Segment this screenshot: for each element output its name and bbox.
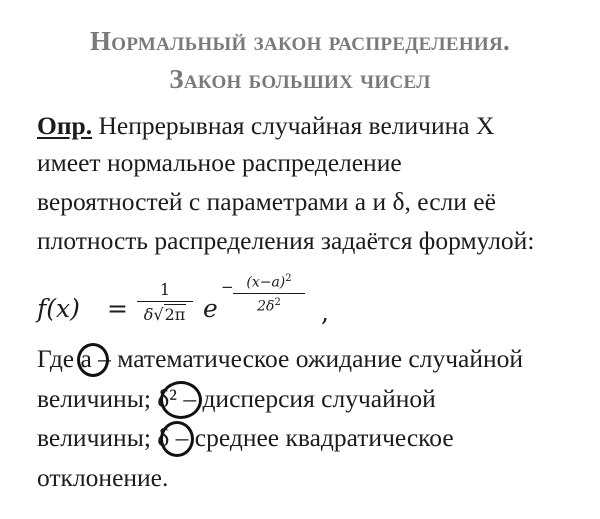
coefficient-numerator: 1 — [159, 280, 171, 299]
page-title-line-2: Закон больших чисел — [169, 64, 431, 94]
coefficient-fraction-bar — [137, 301, 193, 302]
page-title-line-1: Нормальный закон распределения. — [89, 26, 511, 56]
highlight-circle-delta — [160, 421, 194, 457]
explanation-line-4: отклонение. — [37, 463, 169, 492]
explanation-line-3: величины; δ – среднее квадратическое — [37, 423, 454, 452]
sqrt-argument: 2π — [164, 305, 186, 324]
exponent-fraction — [233, 270, 305, 314]
highlight-circle-variance — [160, 381, 202, 419]
explanation-line-2: величины; δ² – дисперсия случайной — [37, 384, 436, 413]
exponent-sign: − — [221, 278, 234, 296]
coefficient-delta: δ — [143, 305, 154, 324]
exponent-denominator-text: 2δ — [257, 298, 275, 315]
exponent-denominator-power: 2 — [274, 296, 281, 308]
definition-text-1: Непрерывная случайная величина X — [92, 111, 495, 140]
exponent-numerator — [233, 270, 305, 292]
definition-line-4: плотность распределения задаётся формулой: — [37, 226, 535, 255]
formula-equals: = — [107, 294, 128, 323]
definition-line-1 — [37, 111, 494, 141]
exponent-numerator-power: 2 — [285, 273, 292, 284]
definition-label: Опр. — [37, 111, 93, 140]
exponent-fraction-bar — [233, 293, 305, 294]
exponent-base: e — [203, 294, 218, 323]
formula-lhs: f(x) — [37, 294, 80, 323]
coefficient-fraction — [137, 280, 193, 326]
definition-line-2: имеет нормальное распределение — [37, 148, 402, 177]
definition-line-3: вероятностей с параметрами a и δ, если её — [37, 187, 496, 216]
sqrt-icon: √ — [153, 305, 164, 324]
formula-comma: , — [321, 298, 329, 327]
coefficient-denominator — [137, 304, 193, 326]
exponent-numerator-text: (x−a) — [246, 274, 286, 291]
density-formula — [37, 270, 337, 340]
explanation-line-1: Где a – математическое ожидание случайной — [37, 344, 524, 373]
exponent-denominator — [233, 295, 305, 315]
highlight-circle-a — [77, 343, 109, 377]
